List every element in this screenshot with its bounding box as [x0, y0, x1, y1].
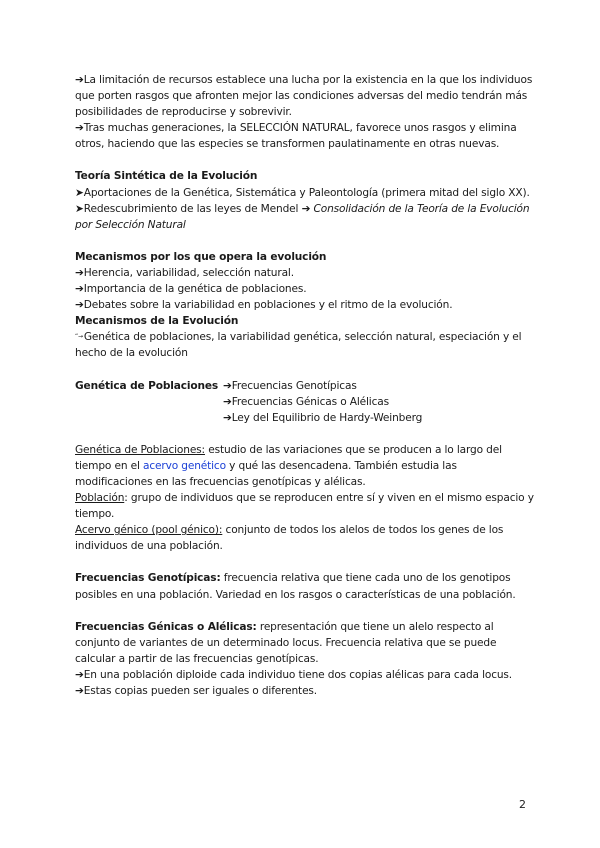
mecanismos-item: ➔Debates sobre la variabilidad en poblaciones y el ritmo de la evolución. — [75, 299, 453, 312]
section-title-mecanismos: Mecanismos por los que opera la evolución — [75, 250, 327, 263]
mecanismos-evolucion-text: “→Genética de poblaciones, la variabilidad genética, selección natural, especiación y el hecho de la evolución — [75, 331, 522, 360]
arrow-icon: ➔ — [75, 283, 84, 296]
intro-paragraph-2: ➔Tras muchas generaciones, la SELECCIÓN NATURAL, favorece unos rasgos y elimina otros, haciendo que las especies se transformen paulatinamente en otras nuevas. — [75, 122, 517, 151]
arrow-icon: ➔ — [223, 395, 232, 408]
page-number: 2 — [519, 798, 526, 811]
mecanismos-item: ➔Importancia de la genética de poblaciones. — [75, 283, 307, 296]
frecuencias-genicas-item-2: ➔Estas copias pueden ser iguales o diferentes. — [75, 685, 318, 697]
definition-frecuencias-genicas: Frecuencias Génicas o Alélicas: representación que tiene un alelo respecto al conjunto de variantes de un determinado locus. Frecuencia relativa que se puede calcular a partir de las frecuencias genotípicas. — [75, 620, 497, 665]
table-item: ➔Frecuencias Genotípicas — [223, 379, 357, 392]
arrow-icon: ➔ — [223, 379, 232, 392]
arrow-icon: ➔ — [75, 122, 84, 135]
intro-paragraph-1: ➔La limitación de recursos establece una lucha por la existencia en la que los individuos que porten rasgos que afronten mejor las condiciones adversas del medio tendrán más posibilidades de reproducirse y sobrevivir. — [75, 74, 533, 119]
arrowhead-icon: ➤ — [75, 202, 84, 215]
definition-poblacion: Población: grupo de individuos que se reproducen entre sí y viven en el mismo espacio y tiempo. — [75, 492, 534, 521]
definition-acervo-genico: Acervo génico (pool génico): conjunto de todos los alelos de todos los genes de los individuos de una población. — [75, 524, 504, 553]
arrow-icon: ➔ — [75, 685, 84, 697]
genetica-poblaciones-table — [75, 378, 535, 426]
arrowhead-icon: ➤ — [75, 186, 84, 199]
arrow-icon: ➔ — [75, 266, 84, 279]
mecanismos-item: ➔Herencia, variabilidad, selección natural. — [75, 266, 294, 279]
frecuencias-genicas-item-1: ➔En una población diploide cada individuo tiene dos copias alélicas para cada locus. — [75, 668, 513, 681]
table-item: ➔Frecuencias Génicas o Alélicas — [223, 395, 389, 408]
arrow-icon: ➔ — [301, 202, 311, 215]
arrow-icon: ➔ — [75, 299, 84, 312]
section-title-teoria: Teoría Sintética de la Evolución — [75, 170, 258, 183]
acervo-genetico-link[interactable]: acervo genético — [143, 459, 226, 472]
arrow-icon: ➔ — [75, 668, 84, 681]
definition-frecuencias-genotipicas: Frecuencias Genotípicas: frecuencia relativa que tiene cada uno de los genotipos posibles en una población. Variedad en los rasgos o características de una población. — [75, 572, 516, 601]
section-title-mecanismos-evolucion: Mecanismos de la Evolución — [75, 315, 239, 328]
page-content — [75, 72, 535, 699]
table-item: ➔Ley del Equilibrio de Hardy-Weinberg — [223, 411, 423, 424]
genetica-poblaciones-label: Genética de Poblaciones — [75, 379, 219, 392]
teoria-item-1: ➤Aportaciones de la Genética, Sistemática y Paleontología (primera mitad del siglo XX). — [75, 186, 530, 199]
arrow-icon: ➔ — [223, 411, 232, 424]
definition-genetica-poblaciones: Genética de Poblaciones: estudio de las variaciones que se producen a lo largo del tiempo en el acervo genético y qué las desencadena. También estudia las modificaciones en las frecuencias genotípicas y alélicas. — [75, 443, 502, 488]
genetica-poblaciones-items — [223, 378, 422, 426]
quote-arrow-icon: “→ — [75, 333, 83, 341]
arrow-icon: ➔ — [75, 74, 84, 86]
teoria-item-2: ➤Redescubrimiento de las leyes de Mendel ➔ Consolidación de la Teoría de la Evolución por Selección Natural — [75, 202, 530, 231]
